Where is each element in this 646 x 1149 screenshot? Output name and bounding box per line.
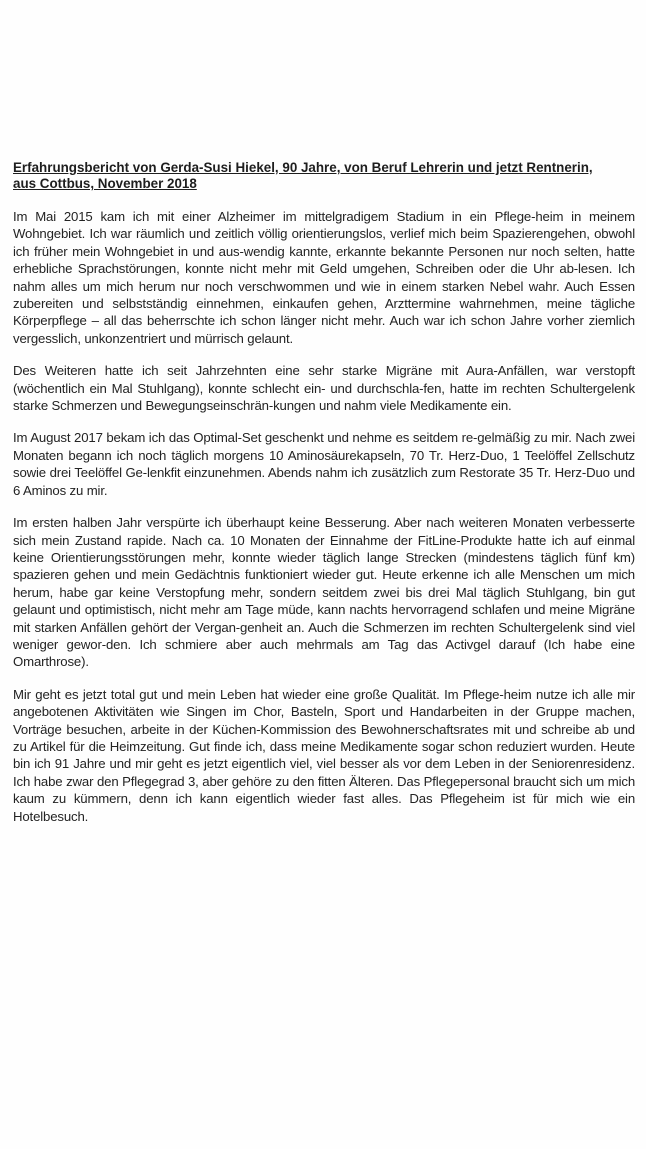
paragraph-5: Mir geht es jetzt total gut und mein Leben hat wieder eine große Qualität. Im Pflege-heim nutze ich alle mir angebotenen Aktivitäten wie Singen im Chor, Basteln, Sport und Handarbeiten in der Gruppe machen, Vorträge besuchen, arbeite in der Küchen-Kommission des Bewohnerschaftsrates mit und schreibe ab und zu Artikel für die Heimzeitung. Gut finde ich, dass meine Medikamente sogar schon reduziert wurden. Heute bin ich 91 Jahre und mir geht es jetzt eigentlich viel, viel besser als vor dem Leben in der Seniorenresidenz. Ich habe zwar den Pflegegrad 3, aber gehöre zu den fitten Älteren. Das Pflegepersonal braucht sich um mich kaum zu kümmern, denn ich kann eigentlich wieder fast alles. Das Pflegeheim ist für mich wie ein Hotelbesuch. bbox=[13, 686, 635, 824]
paragraph-1: Im Mai 2015 kam ich mit einer Alzheimer im mittelgradigem Stadium in ein Pflege-heim in meinem Wohngebiet. Ich war räumlich und zeitlich völlig orientierungslos, verlief mich beim Spazierengehen, obwohl ich früher mein Wohngebiet in und aus-wendig kannte, erkannte bekannte Personen nur noch selten, hatte erhebliche Sprachstörungen, konnte nicht mehr mit Geld umgehen, Schreiben oder die Uhr ab-lesen. Ich nahm alles um mich herum nur noch verschwommen und wie in einem starken Nebel wahr. Auch Essen zubereiten und selbstständig einnehmen, einkaufen gehen, Arzttermine wahrnehmen, meine tägliche Körperpflege – all das beherrschte ich schon länger nicht mehr. Auch war ich schon Jahre vorher ziemlich vergesslich, unkonzentriert und mürrisch gelaunt. bbox=[13, 209, 635, 346]
paragraph-3: Im August 2017 bekam ich das Optimal-Set geschenkt und nehme es seitdem re-gelmäßig zu mir. Nach zwei Monaten begann ich noch täglich morgens 10 Aminosäurekapseln, 70 Tr. Herz-Duo, 1 Teelöffel Zellschutz sowie drei Teelöffel Ge-lenkfit einzunehmen. Abends nahm ich zusätzlich zum Restorate 35 Tr. Herz-Duo und 6 Aminos zu mir. bbox=[13, 430, 635, 498]
paragraph-4: Im ersten halben Jahr verspürte ich überhaupt keine Besserung. Aber nach weiteren Monaten verbesserte sich mein Zustand rapide. Nach ca. 10 Monaten der Einnahme der FitLine-Produkte hatte ich auf einmal keine Orientierungsstörungen mehr, konnte wieder täglich lange Strecken (mindestens täglich fünf km) spazieren gehen und mein Gedächtnis funktioniert wieder gut. Heute erkenne ich alle Menschen um mich herum, habe gar keine Verstopfung mehr, sondern seitdem zwei bis drei Mal täglich Stuhlgang, bin gut gelaunt und optimistisch, nicht mehr am Tage müde, kann nachts hervorragend schlafen und meine Migräne mit starken Anfällen gehört der Vergan-genheit an. Auch die Schmerzen im rechten Schultergelenk sind viel weniger gewor-den. Ich schmiere aber auch mehrmals am Tag das Activgel darauf (Ich habe eine Omarthrose). bbox=[13, 515, 635, 670]
paragraph-2: Des Weiteren hatte ich seit Jahrzehnten eine sehr starke Migräne mit Aura-Anfällen, war verstopft (wöchentlich ein Mal Stuhlgang), konnte schlecht ein- und durchschla-fen, hatte im rechten Schultergelenk starke Schmerzen und Bewegungseinschrän-kungen und nahm viele Medikamente ein. bbox=[13, 363, 635, 414]
report-title: Erfahrungsbericht von Gerda-Susi Hiekel, 90 Jahre, von Beruf Lehrerin und jetzt Rentnerin, aus Cottbus, November 2018 bbox=[13, 160, 593, 191]
